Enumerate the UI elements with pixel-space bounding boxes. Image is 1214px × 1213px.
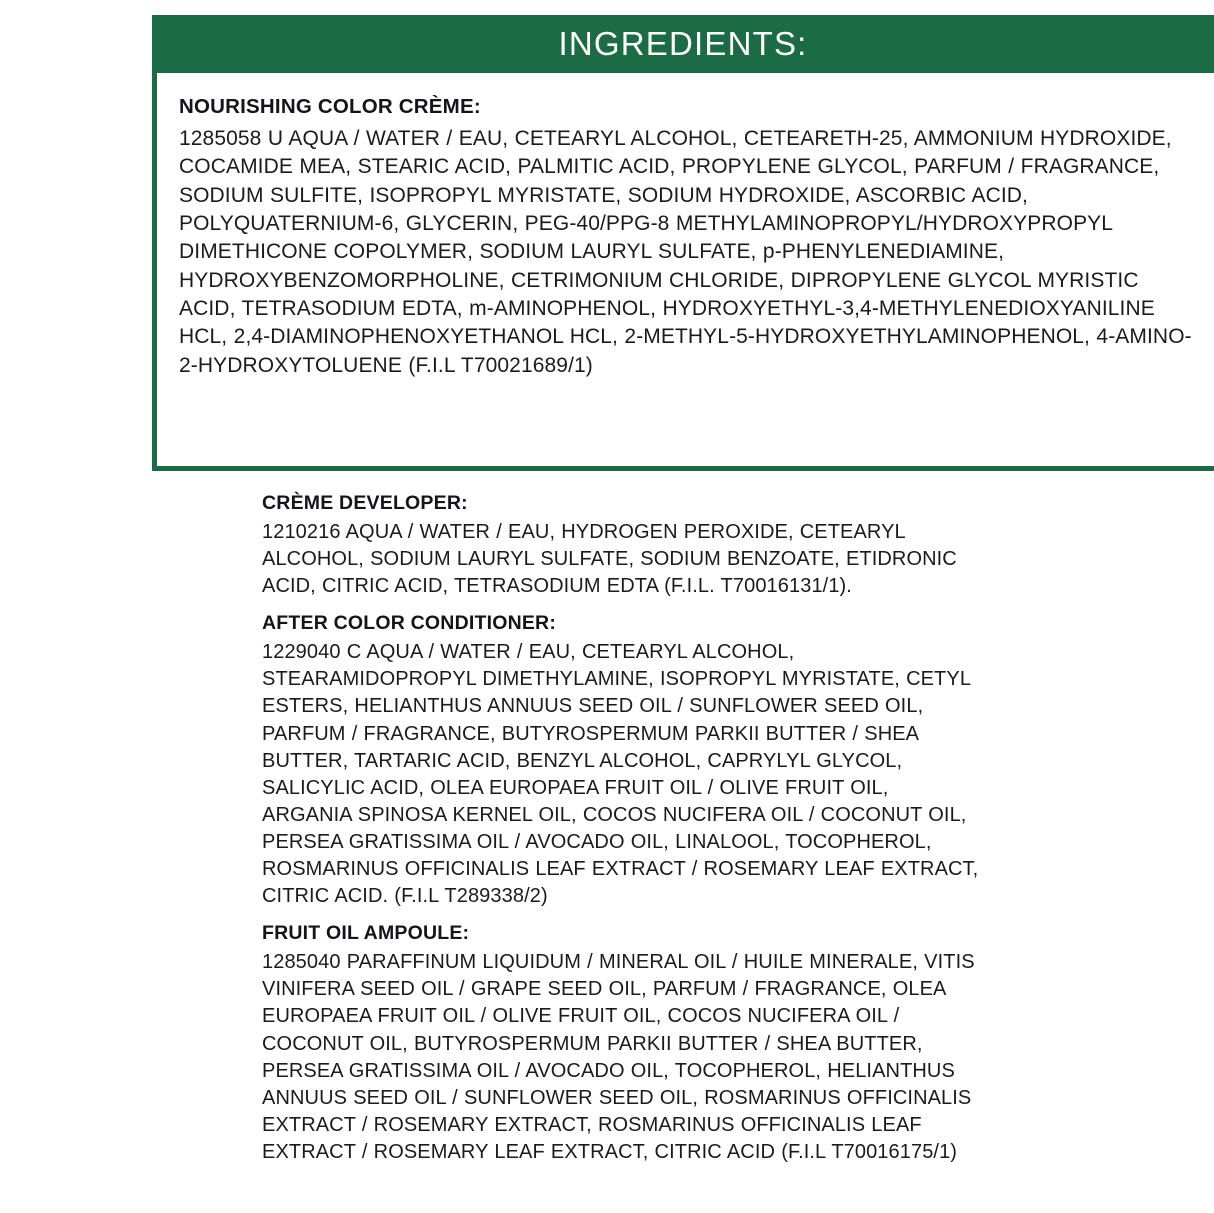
section-body-creme-developer: 1210216 AQUA / WATER / EAU, HYDROGEN PEROXIDE, CETEARYL ALCOHOL, SODIUM LAURYL SULFATE, SODIUM BENZOATE, ETIDRONIC ACID, CITRIC ACID, TETRASODIUM EDTA (F.I.L. T70016131/1). [262,521,957,598]
ingredients-header-band [152,15,1214,73]
section-fruit-oil-ampoule [262,922,982,1166]
page-title: INGREDIENTS: [558,25,808,62]
nourishing-color-creme-box [152,73,1214,471]
section-body-after-color-conditioner: 1229040 C AQUA / WATER / EAU, CETEARYL ALCOHOL, STEARAMIDOPROPYL DIMETHYLAMINE, ISOPROPYL MYRISTATE, CETYL ESTERS, HELIANTHUS ANNUUS SEED OIL / SUNFLOWER SEED OIL, PARFUM / FRAGRANCE, BUTYROSPERMUM PARKII BUTTER / SHEA BUTTER, TARTARIC ACID, BENZYL ALCOHOL, CAPRYLYL GLYCOL, SALICYLIC ACID, OLEA EUROPAEA FRUIT OIL / OLIVE FRUIT OIL, ARGANIA SPINOSA KERNEL OIL, COCOS NUCIFERA OIL / COCONUT OIL, PERSEA GRATISSIMA OIL / AVOCADO OIL, LINALOOL, TOCOPHEROL, ROSMARINUS OFFICINALIS LEAF EXTRACT / ROSEMARY LEAF EXTRACT, CITRIC ACID. (F.I.L T289338/2) [262,641,979,908]
section-heading-after-color-conditioner: AFTER COLOR CONDITIONER: [262,612,557,635]
section-heading-nourishing-color-creme: NOURISHING COLOR CRÈME: [179,95,481,118]
section-heading-creme-developer: CRÈME DEVELOPER: [262,492,468,514]
section-body-nourishing-color-creme: 1285058 U AQUA / WATER / EAU, CETEARYL ALCOHOL, CETEARETH-25, AMMONIUM HYDROXIDE, COCAMIDE MEA, STEARIC ACID, PALMITIC ACID, PROPYLENE GLYCOL, PARFUM / FRAGRANCE, SODIUM SULFITE, ISOPROPYL MYRISTATE, SODIUM HYDROXIDE, ASCORBIC ACID, POLYQUATERNIUM-6, GLYCERIN, PEG-40/PPG-8 METHYLAMINOPROPYL/HYDROXYPROPYL DIMETHICONE COPOLYMER, SODIUM LAURYL SULFATE, p-PHENYLENEDIAMINE, HYDROXYBENZOMORPHOLINE, CETRIMONIUM CHLORIDE, DIPROPYLENE GLYCOL MYRISTIC ACID, TETRASODIUM EDTA, m-AMINOPHENOL, HYDROXYETHYL-3,4-METHYLENEDIOXYANILINE HCL, 2,4-DIAMINOPHENOXYETHANOL HCL, 2-METHYL-5-HYDROXYETHYLAMINOPHENOL, 4-AMINO-2-HYDROXYTOLUENE (F.I.L T70021689/1) [179,127,1192,377]
section-after-color-conditioner [262,612,982,910]
section-heading-fruit-oil-ampoule: FRUIT OIL AMPOULE: [262,922,470,945]
section-body-fruit-oil-ampoule: 1285040 PARAFFINUM LIQUIDUM / MINERAL OIL / HUILE MINERALE, VITIS VINIFERA SEED OIL / GRAPE SEED OIL, PARFUM / FRAGRANCE, OLEA EUROPAEA FRUIT OIL / OLIVE FRUIT OIL, COCOS NUCIFERA OIL / COCONUT OIL, BUTYROSPERMUM PARKII BUTTER / SHEA BUTTER, PERSEA GRATISSIMA OIL / AVOCADO OIL, TOCOPHEROL, HELIANTHUS ANNUUS SEED OIL / SUNFLOWER SEED OIL, ROSMARINUS OFFICINALIS EXTRACT / ROSEMARY EXTRACT, ROSMARINUS OFFICINALIS LEAF EXTRACT / ROSEMARY LEAF EXTRACT, CITRIC ACID (F.I.L T70016175/1) [262,951,975,1163]
lower-sections [262,492,982,1166]
section-creme-developer [262,492,982,600]
